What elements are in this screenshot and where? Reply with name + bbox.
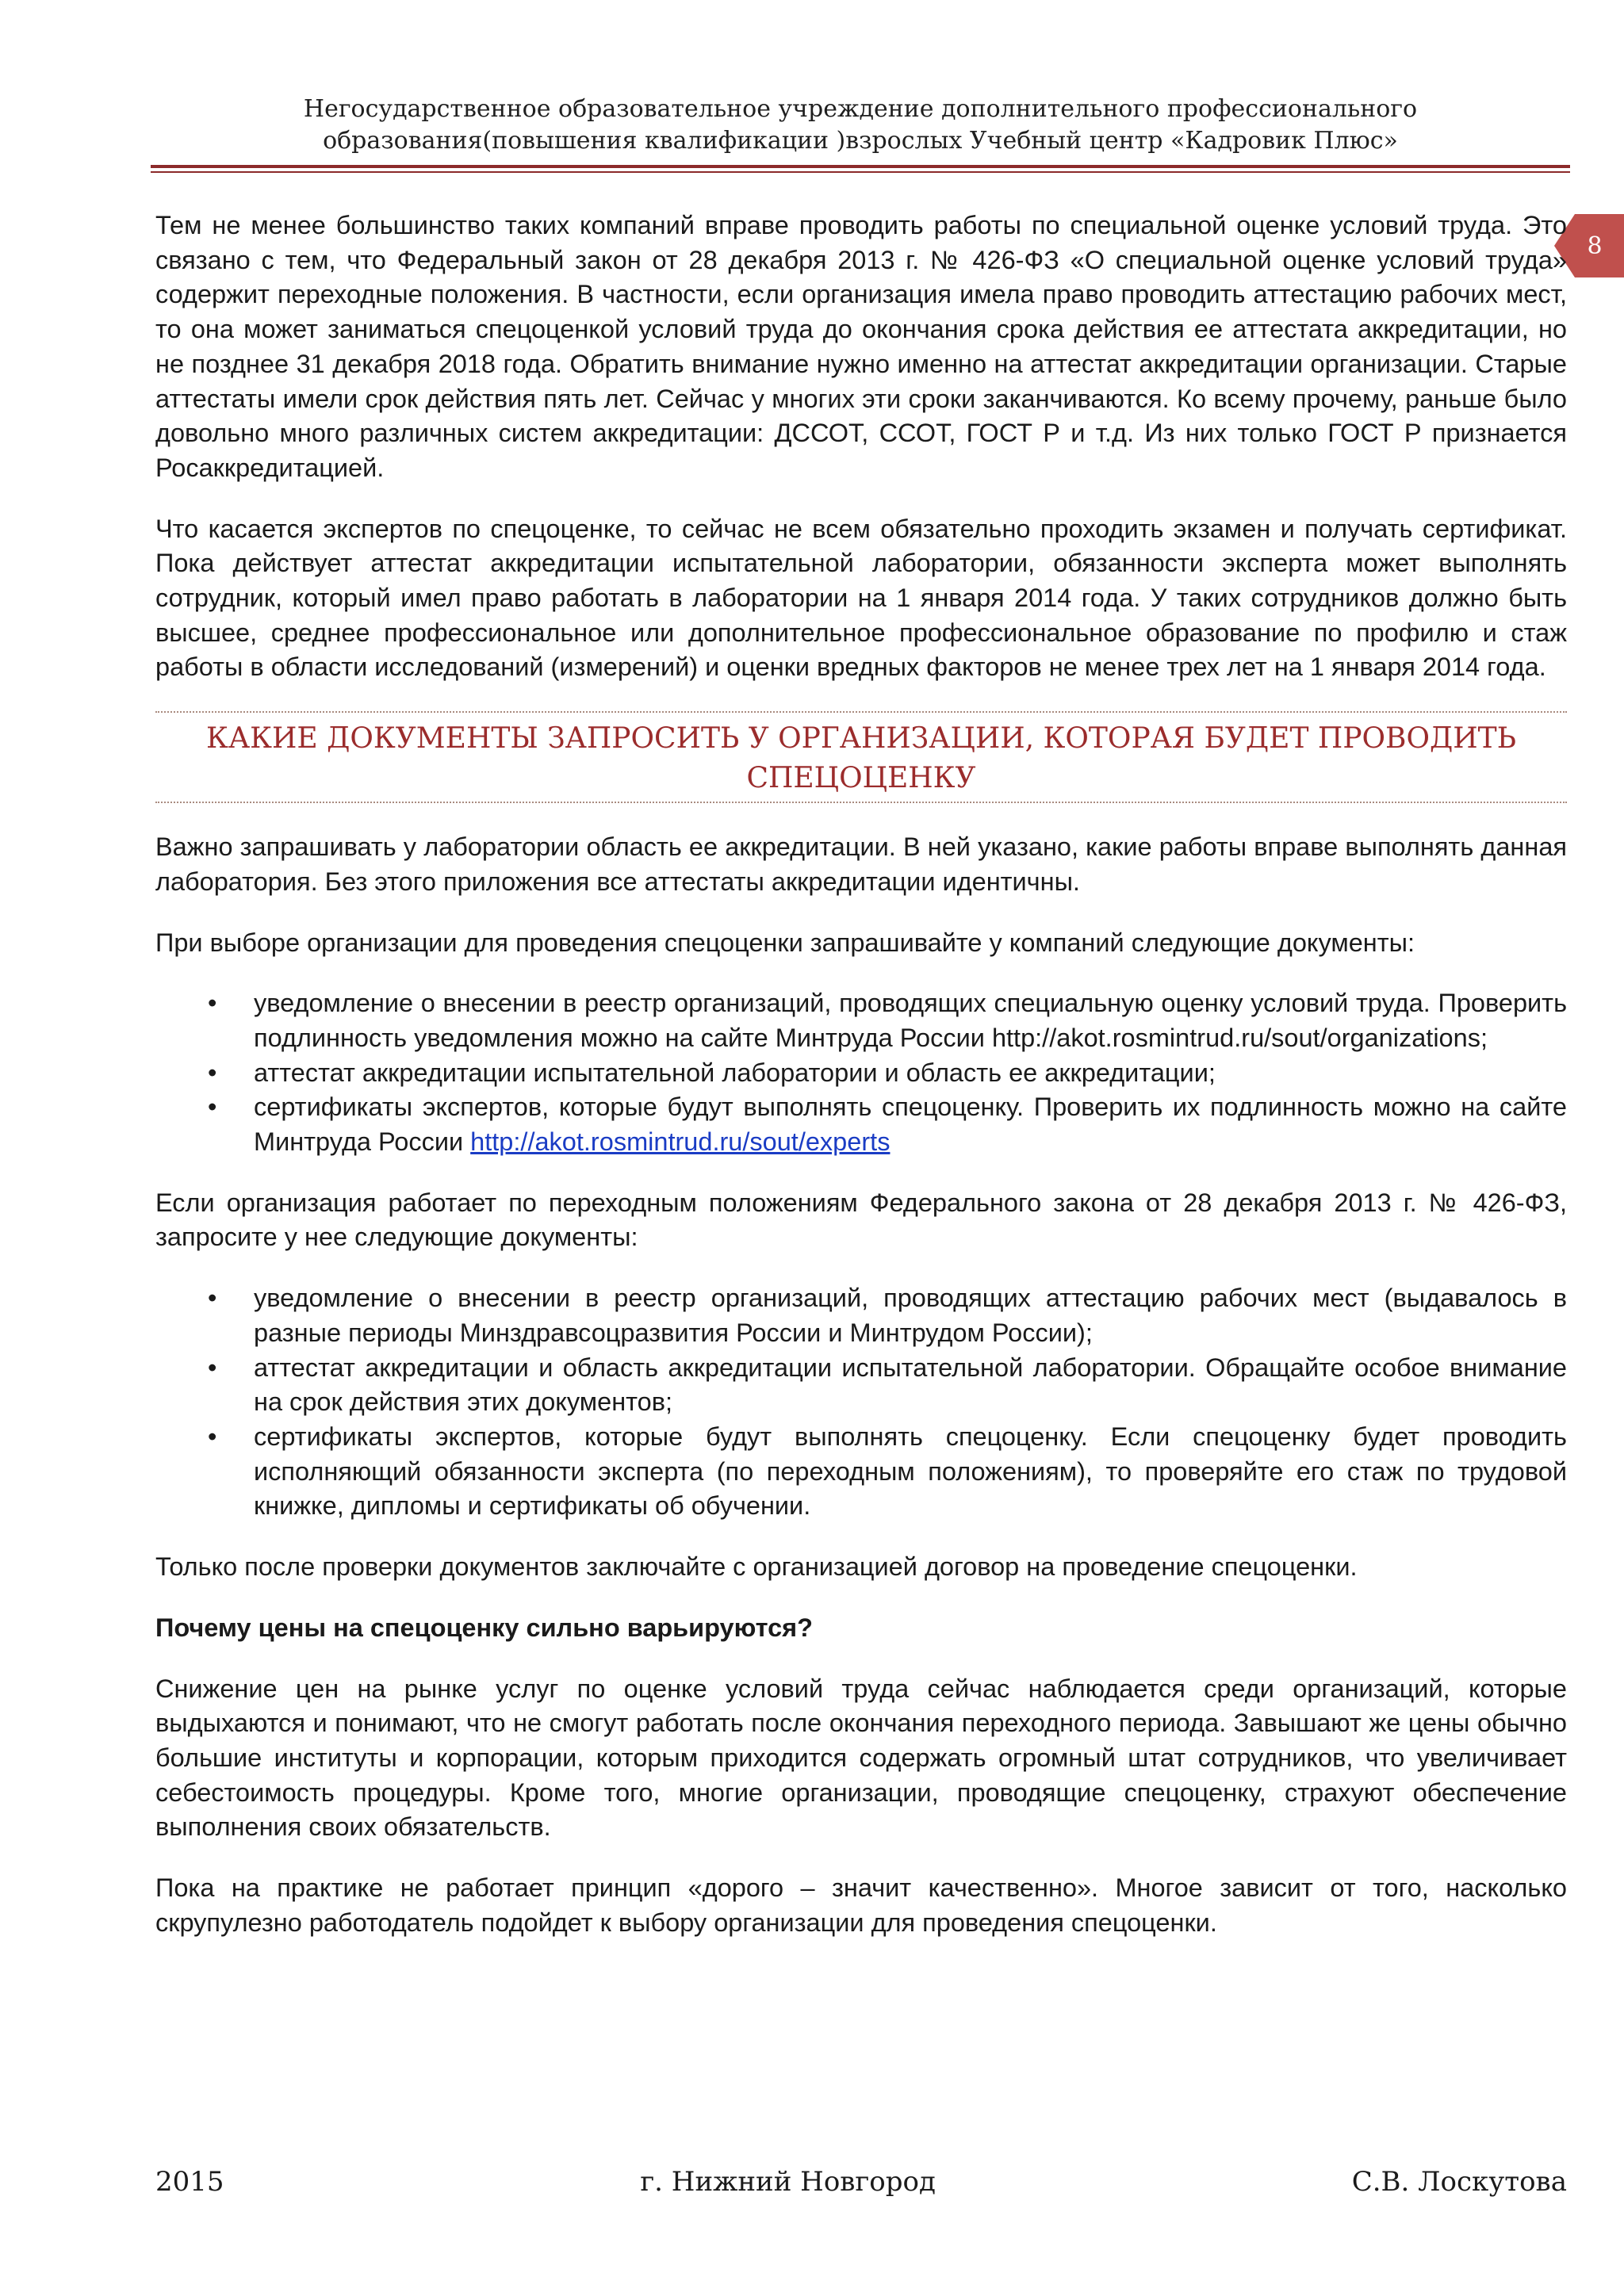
footer-city: г. Нижний Новгород [640,2166,936,2198]
bullet-icon: • [208,1093,217,1122]
paragraph: Пока на практике не работает принцип «дорого – значит качественно». Многое зависит от того, насколько скрупулезно работодатель подойдет к выбору организации для проведения спецоценки. [155,1873,1567,1937]
list-item-text: аттестат аккредитации и область аккредитации испытательной лаборатории. Обращайте особое внимание на срок действия этих документов; [254,1353,1567,1417]
paragraph: Если организация работает по переходным положениям Федерального закона от 28 декабря 2013 г. № 426-ФЗ, запросите у нее следующие документы: [155,1188,1567,1252]
list-item-text: сертификаты экспертов, которые будут выполнять спецоценку. Проверить их подлинность можно на сайте Минтруда России [254,1093,1567,1157]
document-header [151,94,1570,157]
paragraph: При выборе организации для проведения спецоценки запрашивайте у компаний следующие документы: [155,928,1415,957]
section-heading [155,711,1567,803]
footer-year: 2015 [155,2166,224,2198]
bullet-icon: • [208,1422,217,1451]
paragraph: Снижение цен на рынке услуг по оценке условий труда сейчас наблюдается среди организаций, которые выдыхаются и понимают, что не смогут работать после окончания переходного периода. Завышают же цены обычно большие институты и корпорации, которым приходится содержать огромный штат сотрудников, что увеличивает себестоимость процедуры. Кроме того, многие организации, проводящие спецоценку, страхуют обеспечение выполнения своих обязательств. [155,1674,1567,1842]
document-footer [155,2166,1567,2198]
bullet-icon: • [208,1284,217,1313]
experts-link[interactable]: http://akot.rosmintrud.ru/sout/experts [470,1127,891,1157]
section-heading-line-2: СПЕЦОЦЕНКУ [746,762,976,795]
header-rule-thick [151,165,1570,168]
header-line-1: Негосударственное образовательное учреждение дополнительного профессионального [303,95,1418,123]
documents-list-new [155,986,1567,1160]
list-item [155,1056,1567,1091]
list-item [155,1420,1567,1524]
paragraph: Только после проверки документов заключайте с организацией договор на проведение спецоценки. [155,1552,1358,1582]
list-item [155,1351,1567,1420]
documents-list-transitional [155,1281,1567,1524]
list-item-text: сертификаты экспертов, которые будут выполнять спецоценку. Если спецоценку будет проводить исполняющий обязанности эксперта (по переходным положениям), то проверяйте его стаж по трудовой книжке, дипломы и сертификаты об обучении. [254,1422,1567,1521]
bullet-icon: • [208,1353,217,1382]
paragraph: Что касается экспертов по спецоценке, то сейчас не всем обязательно проходить экзамен и получать сертификат. Пока действует аттестат аккредитации испытательной лаборатории, обязанности эксперта может выполнять сотрудник, который имел право работать в лаборатории на 1 января 2014 года. У таких сотрудников должно быть высшее, среднее профессиональное или дополнительное профессиональное образование по профилю и стаж работы в области исследований (измерений) и оценки вредных факторов не менее трех лет на 1 января 2014 года. [155,514,1567,682]
paragraph: Важно запрашивать у лаборатории область ее аккредитации. В ней указано, какие работы вправе выполнять данная лаборатория. Без этого приложения все аттестаты аккредитации идентичны. [155,832,1567,896]
header-rule-thin [151,171,1570,173]
paragraph: Тем не менее большинство таких компаний вправе проводить работы по специальной оценке условий труда. Это связано с тем, что Федеральный закон от 28 декабря 2013 г. № 426-ФЗ «О специальной оценке условий труда» содержит переходные положения. В частности, если организация имела право проводить аттестацию рабочих мест, то она может заниматься спецоценкой условий труда до окончания срока действия ее аттестата аккредитации, но не позднее 31 декабря 2018 года. Обратить внимание нужно именно на аттестат аккредитации организации. Старые аттестаты имели срок действия пять лет. Сейчас у многих эти сроки заканчиваются. Ко всему прочему, раньше было довольно много различных систем аккредитации: ДССОТ, ССОТ, ГОСТ Р и т.д. Из них только ГОСТ Р признается Росаккредитацией. [155,211,1567,482]
list-item [155,1281,1567,1350]
question-heading: Почему цены на спецоценку сильно варьируются? [155,1613,813,1642]
footer-author: С.В. Лоскутова [1351,2166,1567,2198]
bullet-icon: • [208,989,217,1018]
page-number: 8 [1587,232,1603,260]
list-item-text: уведомление о внесении в реестр организаций, проводящих аттестацию рабочих мест (выдавалось в разные периоды Минздравсоцразвития России и Минтрудом России); [254,1284,1567,1347]
section-heading-line-1: КАКИЕ ДОКУМЕНТЫ ЗАПРОСИТЬ У ОРГАНИЗАЦИИ, КОТОРАЯ БУДЕТ ПРОВОДИТЬ [206,722,1516,756]
bullet-icon: • [208,1058,217,1087]
header-line-2: образования(повышения квалификации )взрослых Учебный центр «Кадровик Плюс» [323,127,1398,155]
list-item-text: уведомление о внесении в реестр организаций, проводящих специальную оценку условий труда. Проверить подлинность уведомления можно на сайте Минтруда России http://akot.rosmintrud.ru/sout/organizations; [254,989,1567,1052]
list-item [155,1090,1567,1159]
page-body [155,209,1567,1966]
list-item-text: аттестат аккредитации испытательной лаборатории и область ее аккредитации; [254,1058,1216,1087]
list-item [155,986,1567,1055]
